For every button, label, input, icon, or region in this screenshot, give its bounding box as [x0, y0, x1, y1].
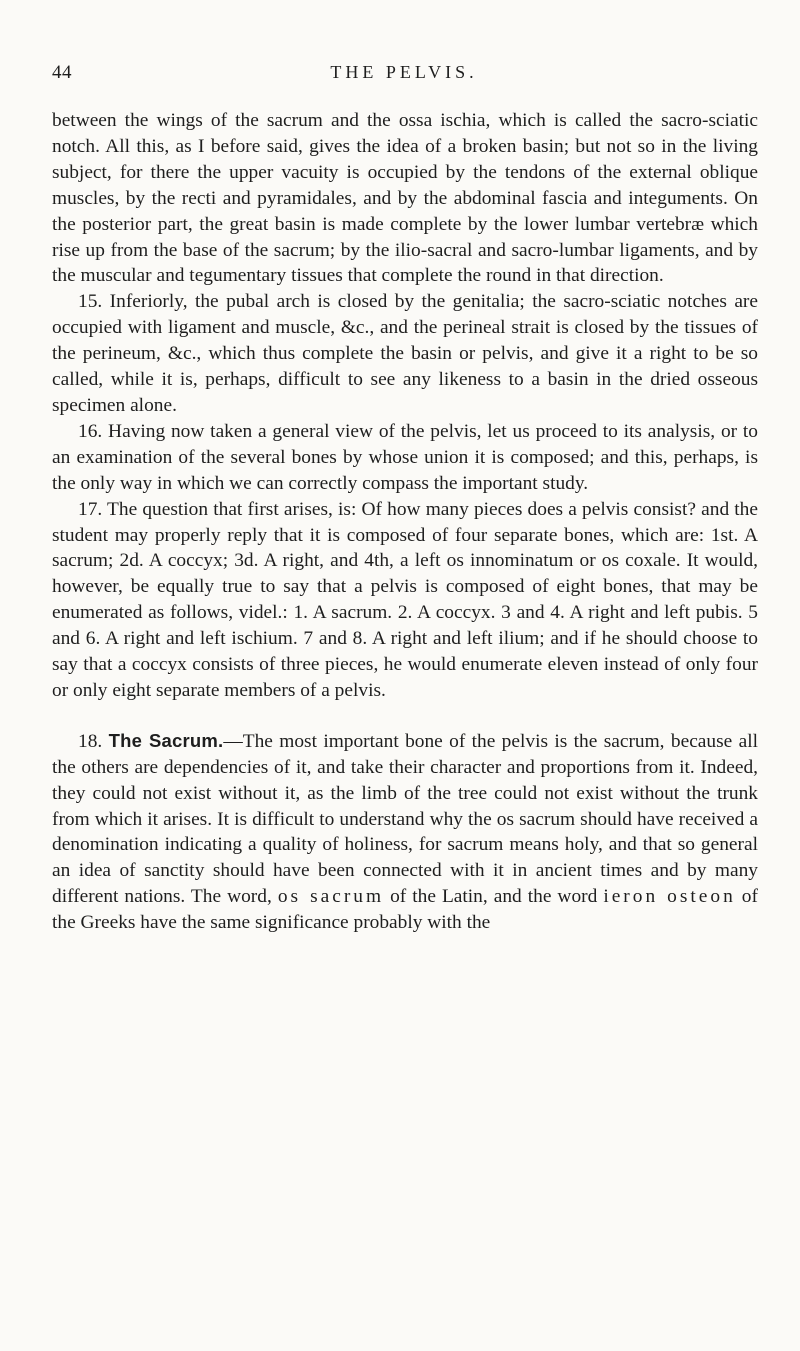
- paragraph-15: 15. Inferiorly, the pubal arch is closed by the genitalia; the sacro-sciatic notches are occupied with ligament and muscle, &c., and the perineal strait is closed by the tissues of the perineum, &c., which thus complete the basin or pelvis, and give it a right to be so called, while it is, perhaps, difficult to see any likeness to a basin in the dried osseous specimen alone.: [52, 291, 758, 416]
- section-text-part-2: of the Latin, and the word: [384, 886, 604, 908]
- section-heading: The Sacrum.: [108, 729, 224, 751]
- greek-term: ieron osteon: [603, 886, 736, 908]
- paragraph-16: 16. Having now taken a general view of the pelvis, let us proceed to its analysis, or to an examination of the several bones by whose union it is composed; and this, perhaps, is the only way in which we can correctly compass the important study.: [52, 420, 758, 494]
- section-text-part-3: of the Greeks have the same significance probably with the: [52, 886, 758, 934]
- section-text-part-1: —The most important bone of the pelvis is the sacrum, because all the others are dependencies of it, and take their character and proportions from it. Indeed, they could not exist without it, as the limb of the tree could not exist without the trunk from which it arises. It is difficult to understand why the os sacrum should have received a denomination indicating a quality of holiness, for sacrum means holy, and that so general an idea of sanctity should have been connected with it in ancient times and by many different nations. The word,: [52, 730, 758, 908]
- running-title: THE PELVIS.: [330, 62, 478, 82]
- latin-term: os sacrum: [277, 886, 385, 908]
- page-header: [52, 62, 756, 92]
- page-number: 44: [52, 62, 72, 83]
- body-text: [52, 108, 758, 936]
- paragraph-17: 17. The question that first arises, is: Of how many pieces does a pelvis consist? and the student may properly reply that it is composed of four separate bones, which are: 1st. A sacrum; 2d. A coccyx; 3d. A right, and 4th, a left os innominatum or os coxale. It would, however, be equally true to say that a pelvis is composed of eight bones, that may be enumerated as follows, videl.: 1. A sacrum. 2. A coccyx. 3 and 4. A right and left pubis. 5 and 6. A right and left ischium. 7 and 8. A right and left ilium; and if he should choose to say that a coccyx consists of three pieces, he would enumerate eleven instead of only four or only eight separate members of a pelvis.: [52, 498, 758, 701]
- paragraph-18: [52, 728, 758, 936]
- paragraph-continuation: between the wings of the sacrum and the ossa ischia, which is called the sacro-sciatic notch. All this, as I before said, gives the idea of a broken basin; but not so in the living subject, for there the upper vacuity is occupied by the tendons of the external oblique muscles, by the recti and pyramidales, and by the abdominal fascia and integuments. On the posterior part, the great basin is made complete by the lower lumbar vertebræ which rise up from the base of the sacrum; by the ilio-sacral and sacro-lumbar ligaments, and by the muscular and tegumentary tissues that complete the round in that direction.: [52, 110, 758, 287]
- section-number: 18.: [78, 730, 109, 752]
